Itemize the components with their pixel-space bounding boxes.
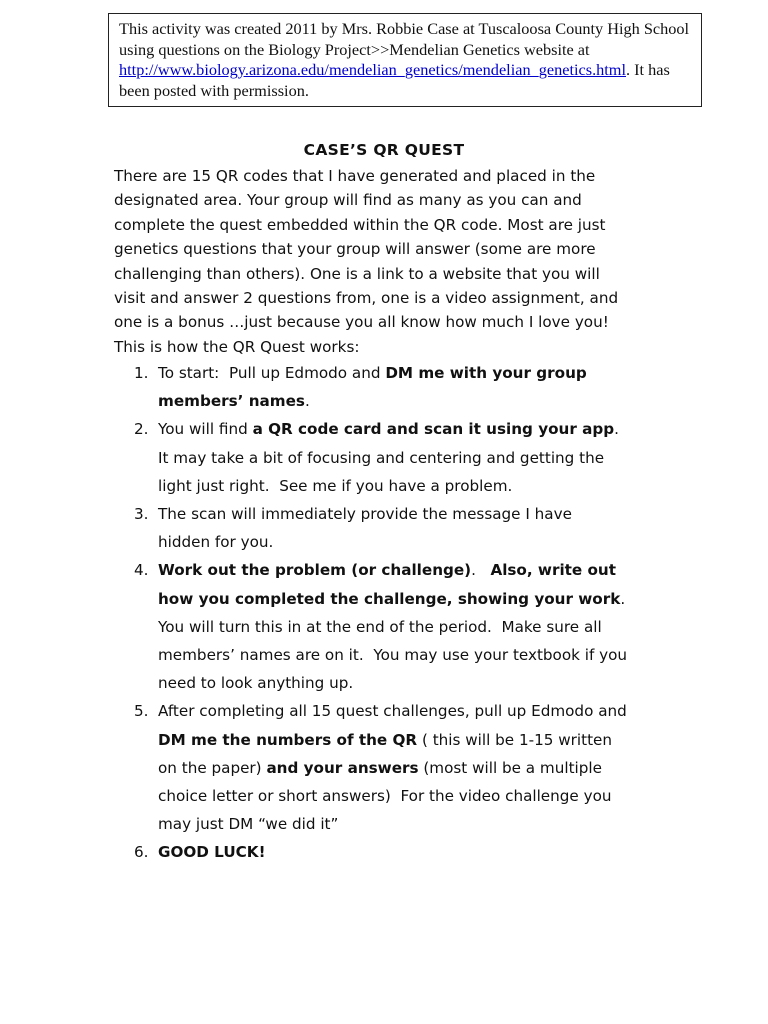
step-line <box>158 641 754 669</box>
step-text: light just right. See me if you have a problem. <box>158 476 513 495</box>
step-line <box>158 528 754 556</box>
credit-notice <box>108 13 702 107</box>
step-text: choice letter or short answers) For the video challenge you <box>158 787 612 806</box>
step-text-bold: and your answers <box>266 758 419 777</box>
step-text: The scan will immediately provide the message I have <box>158 505 572 524</box>
step-text-bold: Also, write out <box>490 561 617 580</box>
step-line <box>158 472 754 500</box>
step-item <box>114 359 754 415</box>
step-item <box>114 697 754 838</box>
step-text: You will find <box>158 420 253 439</box>
step-text: You will turn this in at the end of the period. Make sure all <box>158 617 602 636</box>
step-text-bold: how you completed the challenge, showing your work <box>158 589 621 608</box>
step-line <box>158 359 754 387</box>
step-item <box>114 556 754 697</box>
credit-text: This activity was created 2011 by Mrs. Robbie Case at Tuscaloosa County High School using questions on the Biology Project>>Mendelian Genetics website at <box>119 19 690 59</box>
step-number: 3. <box>134 505 149 524</box>
step-text: members’ names are on it. You may use your textbook if you <box>158 646 628 665</box>
step-line <box>158 669 754 697</box>
step-text: . <box>304 392 310 411</box>
step-item <box>114 500 754 556</box>
page-title: CASE’S QR QUEST <box>303 141 465 159</box>
step-text: After completing all 15 quest challenges, pull up Edmodo and <box>158 702 627 721</box>
intro-line: one is a bonus …just because you all know how much I love you! <box>114 313 609 332</box>
step-number: 1. <box>134 364 149 382</box>
step-line <box>158 754 754 782</box>
step-text: . <box>471 561 491 580</box>
instruction-list <box>114 359 754 867</box>
intro-line: complete the quest embedded within the QR code. Most are just <box>114 215 606 234</box>
step-text: may just DM “we did it” <box>158 815 339 834</box>
intro-line: This is how the QR Quest works: <box>114 337 360 356</box>
step-line <box>158 810 754 838</box>
step-text: It may take a bit of focusing and centering and getting the <box>158 448 605 467</box>
credit-text-end: . It has been posted with permission. <box>119 60 670 100</box>
step-item <box>114 415 754 500</box>
step-text-bold: GOOD LUCK! <box>158 843 266 862</box>
step-text: (most will be a multiple <box>418 758 602 777</box>
step-text: . <box>614 420 619 439</box>
step-number: 2. <box>134 420 149 439</box>
step-line <box>158 500 754 528</box>
step-text-bold: a QR code card and scan it using your app <box>252 420 615 439</box>
step-line <box>158 585 754 613</box>
step-text: need to look anything up. <box>158 674 354 693</box>
intro-line: genetics questions that your group will answer (some are more <box>114 240 596 259</box>
step-text: on the paper) <box>158 758 267 777</box>
step-line <box>158 415 754 443</box>
step-text: To start: Pull up Edmodo and <box>158 364 386 382</box>
intro-line: There are 15 QR codes that I have generated and placed in the <box>114 167 596 185</box>
step-text: . <box>620 589 626 608</box>
step-item <box>114 838 754 866</box>
intro-line: designated area. Your group will find as many as you can and <box>114 191 582 210</box>
step-text: hidden for you. <box>158 533 274 552</box>
step-line <box>158 387 754 415</box>
intro-paragraph <box>114 164 754 359</box>
step-line <box>158 556 754 584</box>
step-line <box>158 613 754 641</box>
step-text-bold: DM me with your group <box>385 364 587 382</box>
step-line <box>158 838 754 866</box>
step-line <box>158 782 754 810</box>
intro-line: visit and answer 2 questions from, one is a video assignment, and <box>114 289 619 308</box>
step-line <box>158 697 754 725</box>
step-text: ( this will be 1-15 written <box>417 730 613 749</box>
intro-line: challenging than others). One is a link to a website that you will <box>114 264 600 283</box>
step-number: 5. <box>134 702 149 721</box>
source-website-link[interactable]: http://www.biology.arizona.edu/mendelian_genetics/mendelian_genetics.html <box>119 60 626 79</box>
step-text-bold: members’ names <box>158 392 305 411</box>
step-text-bold: DM me the numbers of the QR <box>158 730 418 749</box>
step-line <box>158 726 754 754</box>
step-number: 6. <box>134 843 149 862</box>
step-number: 4. <box>134 561 149 580</box>
step-line <box>158 444 754 472</box>
step-text-bold: Work out the problem (or challenge) <box>158 561 472 580</box>
